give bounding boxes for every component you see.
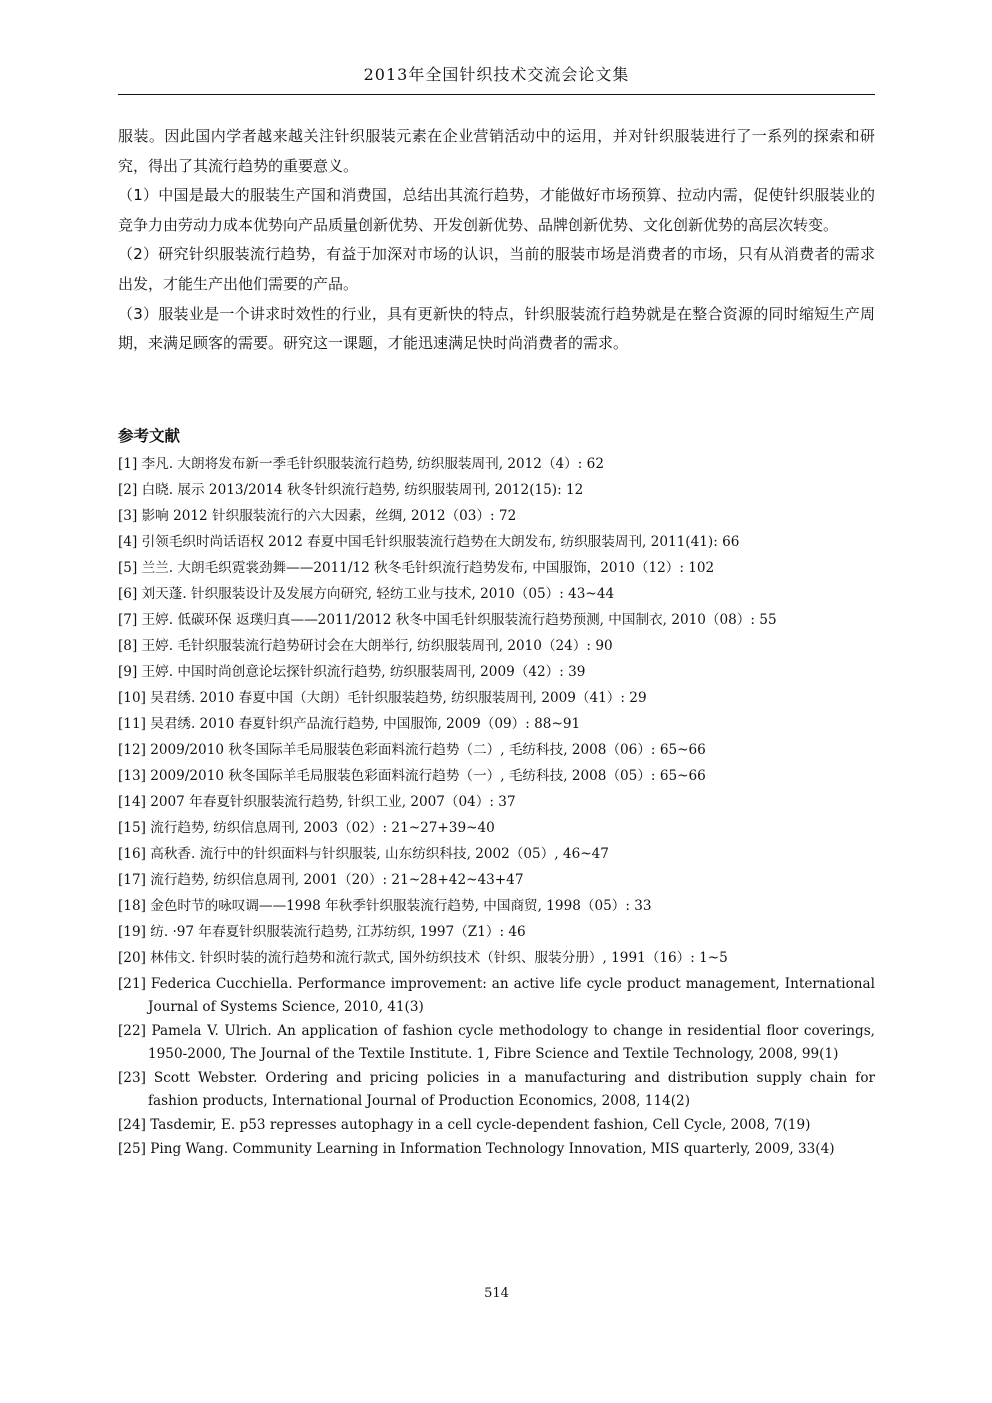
reference-item: [12] 2009/2010 秋冬国际羊毛局服装色彩面料流行趋势（二）, 毛纺科技, 2008（06）: 65~66: [118, 742, 706, 758]
reference-item: [15] 流行趋势, 纺织信息周刊, 2003（02）: 21~27+39~40: [118, 820, 495, 836]
body-paragraph: （2）研究针织服装流行趋势，有益于加深对市场的认识，当前的服装市场是消费者的市场，只有从消费者的需求出发，才能生产出他们需要的产品。: [118, 245, 875, 293]
reference-item: [2] 白晓. 展示 2013/2014 秋冬针织流行趋势, 纺织服装周刊, 2012(15): 12: [118, 482, 584, 498]
reference-item: [21] Federica Cucchiella. Performance improvement: an active life cycle product management, International Journal of Systems Science, 2010, 41(3): [118, 976, 875, 1015]
reference-item: [1] 李凡. 大朗将发布新一季毛针织服装流行趋势, 纺织服装周刊, 2012（4）: 62: [118, 456, 604, 472]
reference-item: [19] 纺. ·97 年春夏针织服装流行趋势, 江苏纺织, 1997（Z1）: 46: [118, 924, 526, 940]
reference-item: [4] 引领毛织时尚话语权 2012 春夏中国毛针织服装流行趋势在大朗发布, 纺织服装周刊, 2011(41): 66: [118, 534, 740, 550]
reference-item: [10] 吴君绣. 2010 春夏中国（大朗）毛针织服装趋势, 纺织服装周刊, 2009（41）: 29: [118, 690, 647, 706]
reference-item: [7] 王婷. 低碳环保 返璞归真——2011/2012 秋冬中国毛针织服装流行趋势预测, 中国制衣, 2010（08）: 55: [118, 612, 777, 628]
reference-item: [13] 2009/2010 秋冬国际羊毛局服装色彩面料流行趋势（一）, 毛纺科技, 2008（05）: 65~66: [118, 768, 706, 784]
reference-list: [118, 453, 875, 1162]
references-heading: 参考文献: [118, 427, 181, 445]
body-text: [118, 122, 875, 359]
reference-item: [11] 吴君绣. 2010 春夏针织产品流行趋势, 中国服饰, 2009（09）: 88~91: [118, 716, 581, 732]
body-paragraph: 服装。因此国内学者越来越关注针织服装元素在企业营销活动中的运用，并对针织服装进行了一系列的探索和研究，得出了其流行趋势的重要意义。: [118, 127, 875, 175]
reference-item: [17] 流行趋势, 纺织信息周刊, 2001（20）: 21~28+42~43+47: [118, 872, 524, 888]
body-paragraph: （3）服装业是一个讲求时效性的行业，具有更新快的特点，针织服装流行趋势就是在整合资源的同时缩短生产周期，来满足顾客的需要。研究这一课题，才能迅速满足快时尚消费者的需求。: [118, 304, 875, 353]
reference-item: [9] 王婷. 中国时尚创意论坛探针织流行趋势, 纺织服装周刊, 2009（42）: 39: [118, 664, 586, 680]
reference-item: [22] Pamela V. Ulrich. An application of fashion cycle methodology to change in residential floor coverings, 1950-2000, The Journal of the Textile Institute. 1, Fibre Science and Textile Technology, 2008, 99(1): [118, 1023, 875, 1062]
reference-item: [5] 兰兰. 大朗毛织霓裳劲舞——2011/12 秋冬毛针织流行趋势发布, 中国服饰，2010（12）: 102: [118, 560, 715, 576]
reference-item: [23] Scott Webster. Ordering and pricing policies in a manufacturing and distribution supply chain for fashion products, International Journal of Production Economics, 2008, 114(2): [118, 1070, 875, 1109]
running-header: 2013年全国针织技术交流会论文集: [363, 65, 630, 84]
reference-item: [14] 2007 年春夏针织服装流行趋势, 针织工业, 2007（04）: 37: [118, 794, 516, 810]
reference-item: [16] 高秋香. 流行中的针织面料与针织服装, 山东纺织科技, 2002（05）, 46~47: [118, 846, 609, 862]
reference-item: [24] Tasdemir, E. p53 represses autophagy in a cell cycle-dependent fashion, Cell Cycle, 2008, 7(19): [118, 1117, 811, 1133]
body-paragraph: （1）中国是最大的服装生产国和消费国，总结出其流行趋势，才能做好市场预算、拉动内需，促使针织服装业的竞争力由劳动力成本优势向产品质量创新优势、开发创新优势、品牌创新优势、文化创新优势的高层次转变。: [118, 186, 875, 234]
reference-item: [6] 刘天蓬. 针织服装设计及发展方向研究, 轻纺工业与技术, 2010（05）: 43~44: [118, 586, 615, 602]
reference-item: [3] 影响 2012 针织服装流行的六大因素，丝绸, 2012（03）: 72: [118, 508, 517, 524]
page-number: 514: [484, 1286, 509, 1301]
reference-item: [18] 金色时节的咏叹调——1998 年秋季针织服装流行趋势, 中国商贸, 1998（05）: 33: [118, 898, 652, 914]
reference-item: [20] 林伟文. 针织时装的流行趋势和流行款式, 国外纺织技术（针织、服装分册）, 1991（16）: 1~5: [118, 950, 728, 966]
header-rule: [118, 94, 875, 95]
reference-item: [8] 王婷. 毛针织服装流行趋势研讨会在大朗举行, 纺织服装周刊, 2010（24）: 90: [118, 638, 613, 654]
reference-item: [25] Ping Wang. Community Learning in Information Technology Innovation, MIS quarterly, 2009, 33(4): [118, 1141, 835, 1157]
